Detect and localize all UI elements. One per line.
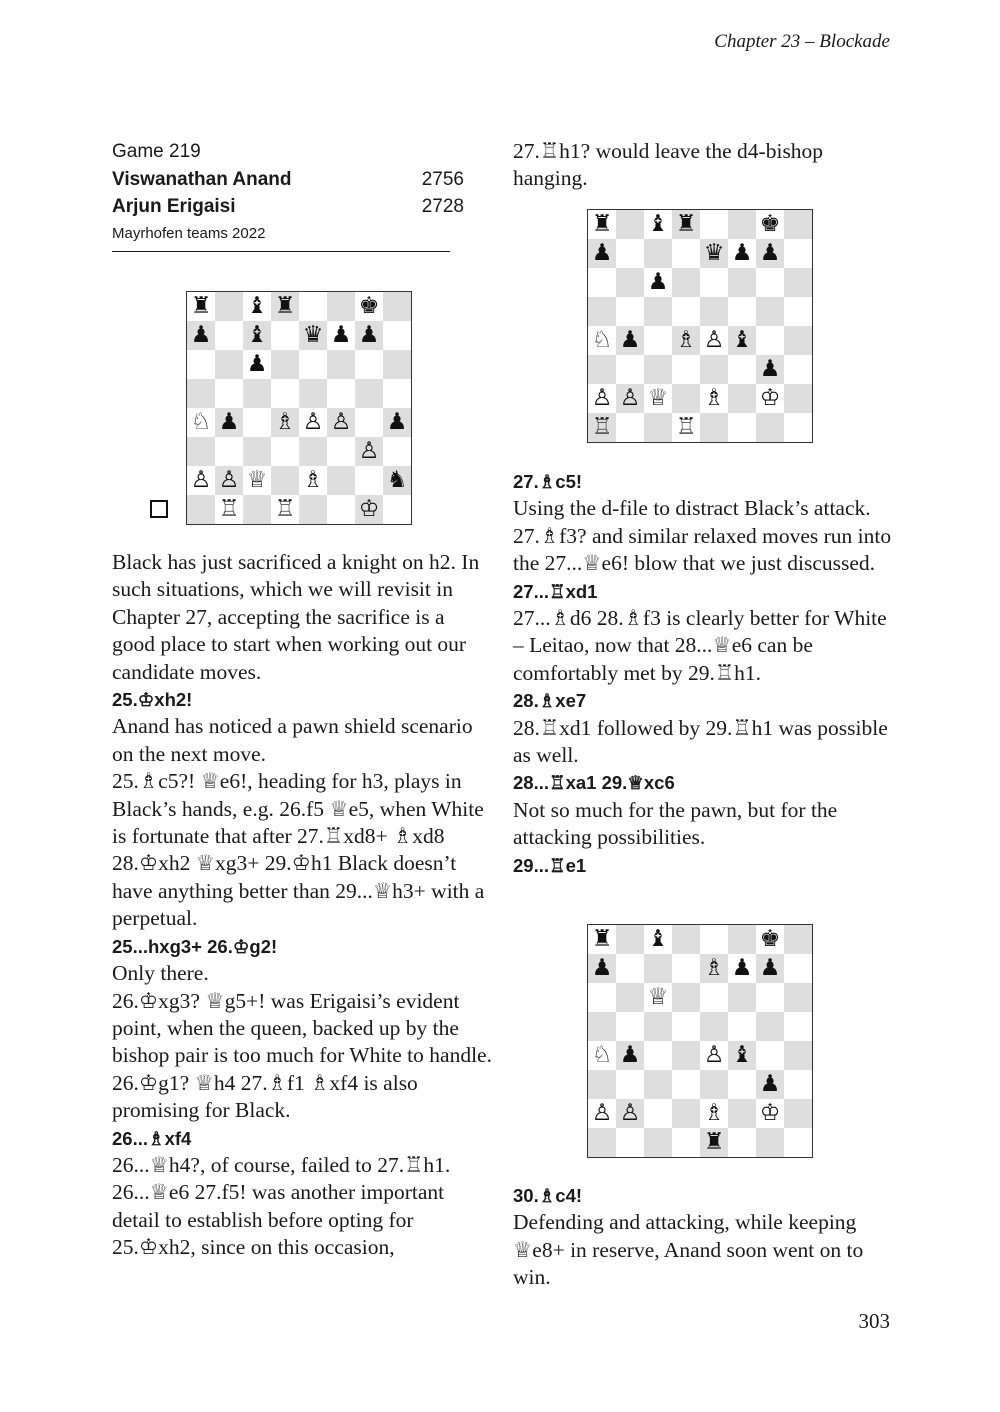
black-rook-icon: ♜ [190, 293, 212, 319]
black-pawn-icon: ♟ [731, 955, 753, 981]
board-square [299, 466, 327, 495]
board-square [700, 210, 728, 239]
board-square [355, 379, 383, 408]
white-pawn-icon: ♙ [591, 1100, 613, 1126]
left-commentary [112, 549, 492, 1262]
white-player-rating: 2756 [421, 168, 464, 190]
board-square [756, 268, 784, 297]
white-player-name: Viswanathan Anand [112, 168, 292, 190]
white-player [112, 166, 464, 194]
board-square [672, 925, 700, 954]
board-square [756, 326, 784, 355]
board-square [672, 954, 700, 983]
board-square [588, 210, 616, 239]
black-bishop-icon: ♝ [647, 211, 669, 237]
white-queen-icon: ♕ [246, 467, 268, 493]
board-square [215, 408, 243, 437]
commentary-paragraph: Defending and attacking, while keeping ♕e8+ in reserve, Anand soon went on to win. [513, 1210, 864, 1290]
board-square [271, 379, 299, 408]
white-queen-icon: ♕ [647, 984, 669, 1010]
board-square [187, 321, 215, 350]
board-square [588, 239, 616, 268]
black-pawn-icon: ♟ [759, 955, 781, 981]
board-square [327, 350, 355, 379]
board-square [215, 350, 243, 379]
board-square [700, 355, 728, 384]
board-square [728, 210, 756, 239]
board-square [187, 437, 215, 466]
white-pawn-icon: ♙ [190, 467, 212, 493]
board-square [728, 326, 756, 355]
board-square [243, 408, 271, 437]
board-square [672, 239, 700, 268]
board-square [271, 437, 299, 466]
board-square [299, 379, 327, 408]
board-square [187, 408, 215, 437]
commentary-paragraph: 26.♔xg3? ♕g5+! was Erigaisi’s evident point, when the queen, backed up by the bishop pair is too much for White to handle. [112, 988, 492, 1068]
move-heading: 27.♗c5! [513, 471, 583, 492]
board-square [616, 1099, 644, 1128]
white-pawn-icon: ♙ [358, 438, 380, 464]
board-square [588, 1099, 616, 1128]
board-square [784, 239, 812, 268]
move-heading: 28...♖xa1 29.♕xc6 [513, 772, 675, 794]
board-square [215, 466, 243, 495]
board-square [700, 384, 728, 413]
board-square [355, 437, 383, 466]
board-square [728, 1012, 756, 1041]
black-rook-icon: ♜ [675, 211, 697, 237]
board-square [728, 384, 756, 413]
board-square [616, 1128, 644, 1157]
board-square [728, 1128, 756, 1157]
black-pawn-icon: ♟ [190, 322, 212, 348]
board-square [271, 350, 299, 379]
board-square [271, 292, 299, 321]
board-square [728, 297, 756, 326]
board-square [588, 1041, 616, 1070]
board-square [672, 326, 700, 355]
commentary-paragraph: Using the d-file to distract Black’s attack. 27.♗f3? and similar relaxed moves run into the 27...♕e6! blow that we just discussed. [513, 496, 892, 576]
board-square [299, 408, 327, 437]
board-square [616, 413, 644, 442]
black-pawn-icon: ♟ [759, 356, 781, 382]
black-king-icon: ♚ [358, 293, 380, 319]
board-square [672, 1070, 700, 1099]
board-square [784, 413, 812, 442]
board-square [644, 268, 672, 297]
board-square [355, 408, 383, 437]
board-square [728, 413, 756, 442]
board-square [616, 1012, 644, 1041]
board-square [271, 321, 299, 350]
commentary-paragraph: Only there. [112, 961, 209, 986]
black-pawn-icon: ♟ [647, 269, 669, 295]
right-commentary-c [513, 1182, 893, 1292]
white-to-move-indicator [150, 500, 168, 518]
black-king-icon: ♚ [759, 211, 781, 237]
black-pawn-icon: ♟ [619, 1042, 641, 1068]
white-bishop-icon: ♗ [302, 467, 324, 493]
board-square [588, 954, 616, 983]
white-pawn-icon: ♙ [703, 1042, 725, 1068]
white-king-icon: ♔ [358, 496, 380, 522]
board-square [616, 239, 644, 268]
board-square [271, 466, 299, 495]
board-square [355, 466, 383, 495]
board-square [756, 355, 784, 384]
white-rook-icon: ♖ [274, 496, 296, 522]
board-square [700, 1041, 728, 1070]
board-square [728, 1099, 756, 1128]
commentary-paragraph: 26...♕h4?, of course, failed to 27.♖h1. 26...♕e6 27.f5! was another important detail to establish before opting for 25.♔xh2, since on this occasion, [112, 1152, 451, 1260]
black-rook-icon: ♜ [591, 211, 613, 237]
white-pawn-icon: ♙ [218, 467, 240, 493]
chess-diagram-3 [587, 924, 813, 1158]
black-bishop-icon: ♝ [731, 327, 753, 353]
board-square [728, 268, 756, 297]
white-knight-icon: ♘ [591, 327, 613, 353]
board-square [588, 268, 616, 297]
black-queen-icon: ♛ [703, 240, 725, 266]
black-bishop-icon: ♝ [731, 1042, 753, 1068]
commentary-paragraph: 27...♗d6 28.♗f3 is clearly better for White – Leitao, now that 28...♕e6 can be comfortably met by 29.♖h1. [513, 606, 887, 685]
board-square [215, 321, 243, 350]
board-square [784, 268, 812, 297]
board-square [728, 954, 756, 983]
white-knight-icon: ♘ [190, 409, 212, 435]
white-rook-icon: ♖ [218, 496, 240, 522]
black-rook-icon: ♜ [703, 1129, 725, 1155]
board-square [355, 495, 383, 524]
board-square [644, 326, 672, 355]
board-square [728, 1041, 756, 1070]
board-square [588, 355, 616, 384]
board-square [644, 413, 672, 442]
board-square [588, 983, 616, 1012]
board-square [327, 495, 355, 524]
board-square [271, 408, 299, 437]
board-square [327, 408, 355, 437]
board-square [672, 210, 700, 239]
board-square [700, 413, 728, 442]
board-square [243, 466, 271, 495]
black-player [112, 193, 464, 221]
board-square [756, 239, 784, 268]
board-square [784, 983, 812, 1012]
board-square [784, 1041, 812, 1070]
board-square [672, 983, 700, 1012]
board-square [756, 925, 784, 954]
commentary-paragraph: Black has just sacrificed a knight on h2. In such situations, which we will revisit in Chapter 27, accepting the sacrifice is a good place to start when working out our candidate moves. [112, 550, 480, 684]
board-square [784, 1128, 812, 1157]
black-pawn-icon: ♟ [246, 351, 268, 377]
board-square [355, 292, 383, 321]
board-square [299, 321, 327, 350]
black-rook-icon: ♜ [591, 926, 613, 952]
board-square [784, 297, 812, 326]
board-square [383, 292, 411, 321]
board-square [756, 1012, 784, 1041]
board-square [756, 983, 784, 1012]
board-square [355, 321, 383, 350]
board-square [616, 268, 644, 297]
white-bishop-icon: ♗ [274, 409, 296, 435]
black-pawn-icon: ♟ [759, 240, 781, 266]
board-square [327, 437, 355, 466]
black-pawn-icon: ♟ [386, 409, 408, 435]
board-square [784, 210, 812, 239]
black-player-rating: 2728 [421, 196, 464, 217]
board-square [784, 384, 812, 413]
board-square [616, 925, 644, 954]
board-square [700, 297, 728, 326]
board-square [616, 210, 644, 239]
board-square [644, 210, 672, 239]
board-square [728, 355, 756, 384]
board-square [243, 350, 271, 379]
board-square [672, 355, 700, 384]
board-square [672, 268, 700, 297]
chess-diagram-2 [587, 209, 813, 443]
white-bishop-icon: ♗ [675, 327, 697, 353]
board-square [756, 210, 784, 239]
move-heading: 30.♗c4! [513, 1185, 583, 1206]
move-heading: 29...♖e1 [513, 854, 587, 876]
board-square [644, 297, 672, 326]
board-square [728, 239, 756, 268]
move-heading: 26...♗xf4 [112, 1127, 192, 1149]
board-square [644, 983, 672, 1012]
board-square [728, 983, 756, 1012]
board-square [588, 384, 616, 413]
board-square [784, 326, 812, 355]
white-bishop-icon: ♗ [703, 955, 725, 981]
board-square [383, 408, 411, 437]
board-square [672, 1128, 700, 1157]
board-square [299, 350, 327, 379]
board-square [271, 495, 299, 524]
chess-diagram-1 [186, 291, 412, 525]
commentary-paragraph: Not so much for the pawn, but for the attacking possibilities. [513, 797, 838, 850]
commentary-paragraph: 28.♖xd1 followed by 29.♖h1 was possible as well. [513, 715, 888, 768]
board-square [588, 1070, 616, 1099]
board-square [327, 466, 355, 495]
white-pawn-icon: ♙ [302, 409, 324, 435]
black-rook-icon: ♜ [274, 293, 296, 319]
board-square [243, 437, 271, 466]
white-knight-icon: ♘ [591, 1042, 613, 1068]
board-square [588, 925, 616, 954]
black-pawn-icon: ♟ [358, 322, 380, 348]
board-square [784, 1070, 812, 1099]
board-square [187, 292, 215, 321]
black-pawn-icon: ♟ [759, 1071, 781, 1097]
board-square [383, 379, 411, 408]
board-square [700, 954, 728, 983]
board-square [588, 326, 616, 355]
game-number: Game 219 [112, 141, 201, 162]
board-square [644, 1012, 672, 1041]
board-square [355, 350, 383, 379]
right-commentary-b [513, 468, 893, 879]
black-knight-icon: ♞ [386, 467, 408, 493]
board-square [383, 466, 411, 495]
commentary-paragraph: Anand has noticed a pawn shield scenario on the next move. [112, 714, 473, 766]
board-square [672, 413, 700, 442]
black-pawn-icon: ♟ [591, 955, 613, 981]
board-square [672, 297, 700, 326]
board-square [616, 1070, 644, 1099]
board-square [383, 350, 411, 379]
board-square [616, 355, 644, 384]
board-square [215, 379, 243, 408]
board-square [756, 1070, 784, 1099]
board-square [187, 379, 215, 408]
board-square [299, 495, 327, 524]
board-square [588, 1128, 616, 1157]
black-king-icon: ♚ [759, 926, 781, 952]
white-rook-icon: ♖ [675, 414, 697, 440]
board-square [187, 350, 215, 379]
board-square [756, 1128, 784, 1157]
commentary-paragraph: 26.♔g1? ♕h4 27.♗f1 ♗xf4 is also promising for Black. [112, 1070, 418, 1123]
commentary-paragraph: 25.♗c5?! ♕e6!, heading for h3, plays in Black’s hands, e.g. 26.f5 ♕e5, when White is fortunate that after 27.♖xd8+ ♗xd8 28.♔xh2 ♕xg3+ 29.♔h1 Black doesn’t have anything better than 29...♕h3+ with a perpetual. [112, 769, 485, 931]
board-square [644, 1099, 672, 1128]
board-square [616, 1041, 644, 1070]
board-square [728, 1070, 756, 1099]
board-square [215, 495, 243, 524]
black-bishop-icon: ♝ [246, 322, 268, 348]
board-square [588, 297, 616, 326]
board-square [616, 326, 644, 355]
board-square [756, 413, 784, 442]
white-pawn-icon: ♙ [619, 385, 641, 411]
board-square [700, 1128, 728, 1157]
black-pawn-icon: ♟ [619, 327, 641, 353]
board-square [383, 321, 411, 350]
board-square [644, 355, 672, 384]
left-column [112, 138, 492, 1260]
board-square [616, 297, 644, 326]
board-square [672, 1012, 700, 1041]
board-square [700, 925, 728, 954]
board-square [383, 495, 411, 524]
right-commentary-a [513, 138, 893, 193]
board-square [616, 983, 644, 1012]
board-square [700, 1099, 728, 1128]
black-queen-icon: ♛ [302, 322, 324, 348]
board-square [672, 1099, 700, 1128]
board-square [756, 384, 784, 413]
board-square [700, 326, 728, 355]
white-pawn-icon: ♙ [703, 327, 725, 353]
page-number: 303 [858, 1309, 890, 1333]
move-heading: 27...♖xd1 [513, 580, 598, 602]
board-square [784, 355, 812, 384]
board-square [588, 413, 616, 442]
board-square [243, 321, 271, 350]
white-rook-icon: ♖ [591, 414, 613, 440]
board-square [700, 983, 728, 1012]
board-square [243, 292, 271, 321]
board-square [187, 466, 215, 495]
black-pawn-icon: ♟ [218, 409, 240, 435]
black-pawn-icon: ♟ [591, 240, 613, 266]
board-square [215, 292, 243, 321]
board-square [644, 1041, 672, 1070]
board-square [243, 379, 271, 408]
board-square [327, 321, 355, 350]
board-square [756, 297, 784, 326]
board-square [644, 1128, 672, 1157]
board-square [672, 1041, 700, 1070]
board-square [644, 239, 672, 268]
black-bishop-icon: ♝ [647, 926, 669, 952]
commentary-paragraph: 27.♖h1? would leave the d4-bishop hanging. [513, 139, 824, 191]
board-square [756, 1041, 784, 1070]
white-pawn-icon: ♙ [330, 409, 352, 435]
board-square [644, 384, 672, 413]
white-bishop-icon: ♗ [703, 385, 725, 411]
white-pawn-icon: ♙ [591, 385, 613, 411]
board-square [784, 954, 812, 983]
black-bishop-icon: ♝ [246, 293, 268, 319]
black-pawn-icon: ♟ [731, 240, 753, 266]
board-square [327, 379, 355, 408]
board-square [644, 925, 672, 954]
board-square [700, 1070, 728, 1099]
board-square [383, 437, 411, 466]
board-square [784, 925, 812, 954]
white-bishop-icon: ♗ [703, 1100, 725, 1126]
white-king-icon: ♔ [759, 385, 781, 411]
board-square [299, 292, 327, 321]
board-square [700, 239, 728, 268]
board-square [243, 495, 271, 524]
board-square [784, 1099, 812, 1128]
board-square [616, 384, 644, 413]
board-square [672, 384, 700, 413]
move-heading: 25.♔xh2! [112, 689, 193, 711]
move-heading: 25...hxg3+ 26.♔g2! [112, 935, 278, 957]
white-pawn-icon: ♙ [619, 1100, 641, 1126]
board-square [700, 1012, 728, 1041]
black-player-name: Arjun Erigaisi [112, 196, 236, 217]
board-square [644, 1070, 672, 1099]
board-square [784, 1012, 812, 1041]
board-square [327, 292, 355, 321]
board-square [756, 954, 784, 983]
move-heading: 28.♗xe7 [513, 690, 587, 712]
running-header: Chapter 23 – Blockade [714, 31, 890, 52]
board-square [700, 268, 728, 297]
board-square [299, 437, 327, 466]
board-square [728, 925, 756, 954]
board-square [756, 1099, 784, 1128]
white-king-icon: ♔ [759, 1100, 781, 1126]
board-square [644, 954, 672, 983]
board-square [616, 954, 644, 983]
black-pawn-icon: ♟ [330, 322, 352, 348]
white-queen-icon: ♕ [647, 385, 669, 411]
board-square [187, 495, 215, 524]
board-square [588, 1012, 616, 1041]
event-name: Mayrhofen teams 2022 [112, 221, 450, 252]
board-square [215, 437, 243, 466]
